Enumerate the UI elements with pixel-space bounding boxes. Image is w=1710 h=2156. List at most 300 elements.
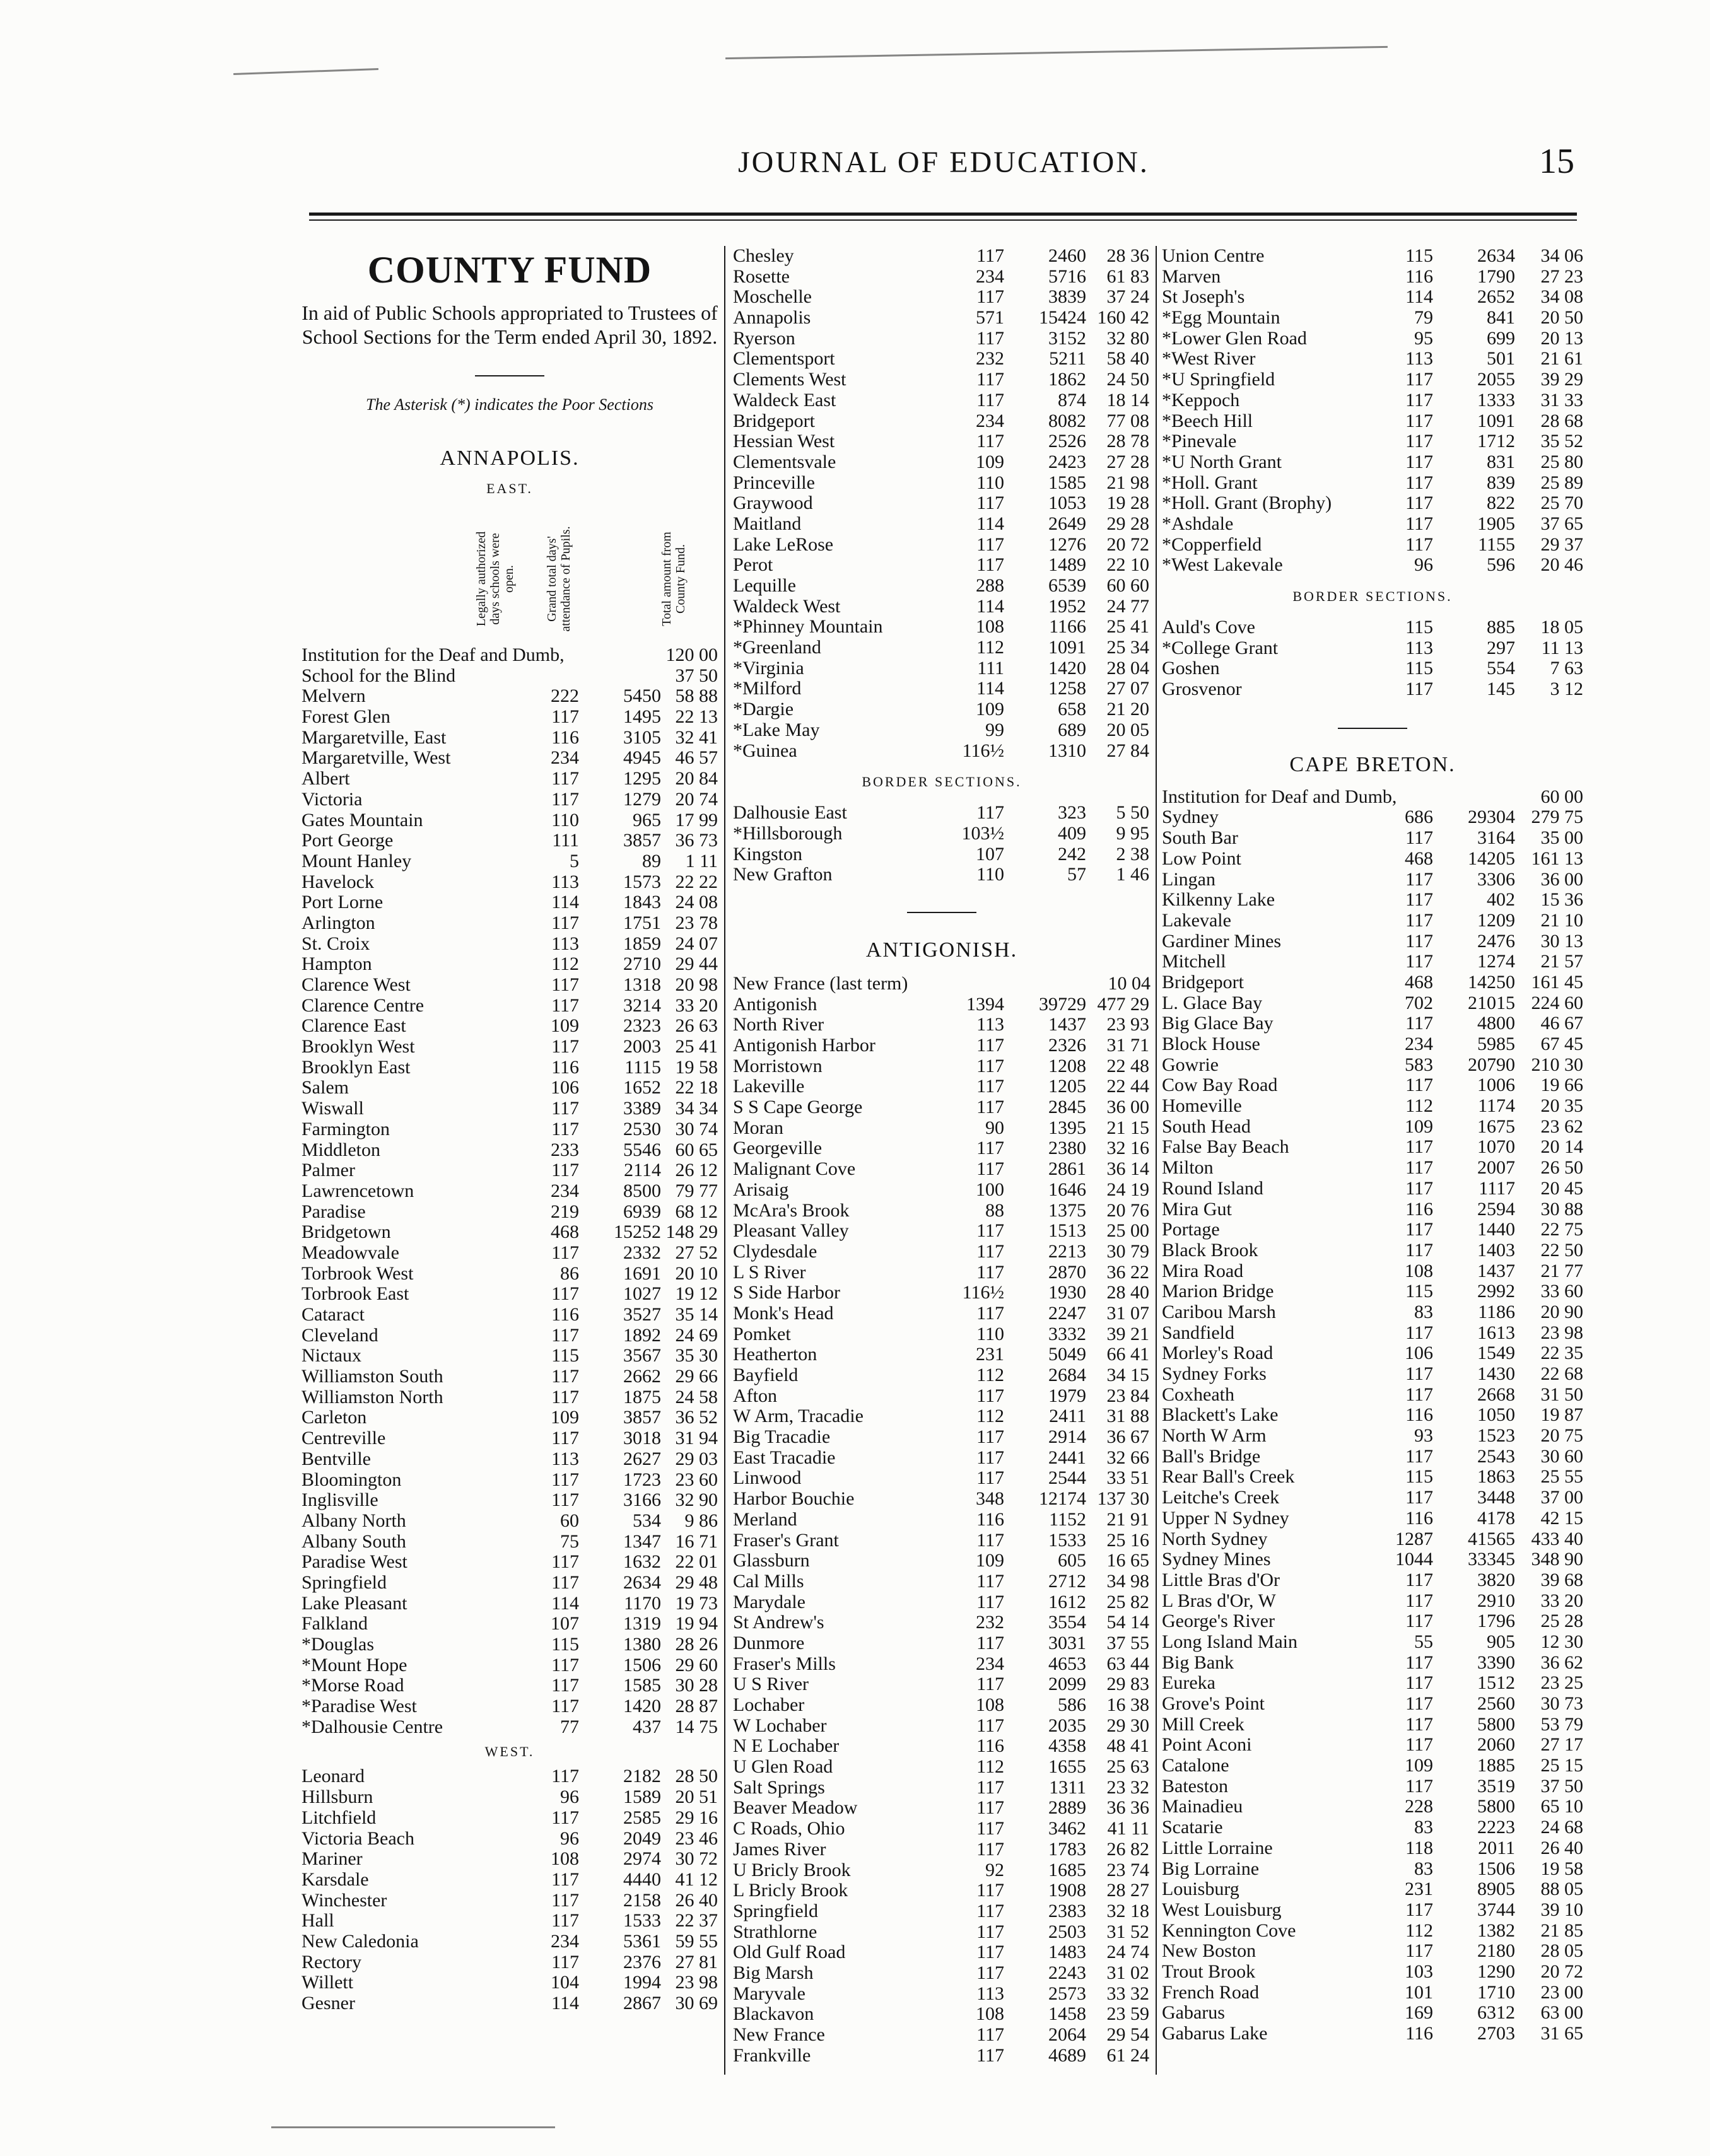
days-open: 234 bbox=[976, 410, 1004, 431]
antigonish-border-row bbox=[1162, 617, 1583, 638]
days-open: 114 bbox=[976, 513, 1004, 534]
days-open: 117 bbox=[551, 1242, 579, 1263]
attendance: 29304 bbox=[1468, 807, 1515, 828]
amount: 2 38 bbox=[1116, 843, 1149, 865]
antigonish-row bbox=[733, 1159, 1151, 1180]
days-open: 115 bbox=[1405, 658, 1433, 679]
days-open: 117 bbox=[551, 1098, 579, 1119]
attendance: 1723 bbox=[623, 1469, 661, 1490]
attendance: 33345 bbox=[1468, 1549, 1515, 1570]
antigonish-row bbox=[733, 1386, 1151, 1407]
days-open: 117 bbox=[976, 1818, 1004, 1839]
annapolis-row bbox=[733, 535, 1151, 556]
cape-breton-row bbox=[1162, 1013, 1583, 1034]
days-open: 117 bbox=[551, 1386, 579, 1407]
attendance: 3462 bbox=[1048, 1818, 1086, 1839]
section-name: U Glen Road bbox=[733, 1756, 833, 1778]
amount: 19 66 bbox=[1540, 1075, 1583, 1096]
attendance: 2703 bbox=[1477, 2023, 1515, 2044]
annapolis-east-row bbox=[302, 1305, 718, 1326]
attendance: 2710 bbox=[623, 953, 661, 975]
attendance: 2627 bbox=[623, 1448, 661, 1469]
section-name: Big Lorraine bbox=[1162, 1858, 1260, 1879]
section-name: Upper N Sydney bbox=[1162, 1507, 1289, 1529]
days-open: 95 bbox=[1414, 327, 1433, 349]
amount: 29 16 bbox=[675, 1807, 718, 1828]
attendance: 6539 bbox=[1048, 575, 1086, 596]
days-open: 5 bbox=[570, 850, 579, 871]
attendance: 2158 bbox=[623, 1889, 661, 1911]
section-name: False Bay Beach bbox=[1162, 1136, 1289, 1158]
annapolis-border-row bbox=[733, 865, 1151, 885]
section-name: Bridgeport bbox=[1162, 971, 1244, 993]
antigonish-row bbox=[733, 1757, 1151, 1778]
attendance: 554 bbox=[1487, 658, 1515, 679]
section-name: Long Island Main bbox=[1162, 1631, 1297, 1652]
days-open: 234 bbox=[1405, 1034, 1433, 1054]
attendance: 2543 bbox=[1477, 1445, 1515, 1467]
section-name: *Phinney Mountain bbox=[733, 616, 883, 638]
section-name: Louisburg bbox=[1162, 1879, 1239, 1900]
annapolis-east-row bbox=[302, 1407, 718, 1428]
county-fund-title: COUNTY FUND bbox=[367, 249, 652, 291]
attendance: 1375 bbox=[1048, 1199, 1086, 1221]
attendance: 2889 bbox=[1048, 1797, 1086, 1819]
cape-breton-row bbox=[1162, 1426, 1583, 1447]
amount: 32 90 bbox=[675, 1489, 718, 1511]
cape-breton-row bbox=[1162, 1900, 1583, 1921]
amount: 59 55 bbox=[675, 1930, 718, 1952]
days-open: 112 bbox=[551, 953, 579, 975]
section-name: Rear Ball's Creek bbox=[1162, 1466, 1295, 1488]
days-open: 234 bbox=[976, 265, 1004, 287]
days-open: 117 bbox=[551, 1696, 579, 1717]
attendance: 5049 bbox=[1048, 1344, 1086, 1365]
antigonish-row bbox=[733, 1612, 1151, 1633]
attendance: 841 bbox=[1487, 307, 1515, 329]
annapolis-east-row bbox=[302, 1594, 718, 1614]
attendance: 1295 bbox=[623, 768, 661, 790]
attendance: 1652 bbox=[623, 1077, 661, 1098]
annapolis-east-row bbox=[302, 954, 718, 975]
days-open: 348 bbox=[976, 1488, 1004, 1510]
amount: 24 07 bbox=[675, 933, 718, 954]
attendance: 905 bbox=[1487, 1631, 1515, 1652]
amount: 27 84 bbox=[1106, 740, 1149, 761]
cape-breton-row bbox=[1162, 931, 1583, 952]
section-name: Gabarus Lake bbox=[1162, 2023, 1268, 2044]
attendance: 4178 bbox=[1477, 1507, 1515, 1529]
days-open: 117 bbox=[976, 802, 1004, 824]
antigonish-row bbox=[733, 994, 1151, 1015]
attendance: 8905 bbox=[1477, 1879, 1515, 1900]
annapolis-east-row bbox=[302, 1346, 718, 1366]
attendance: 1859 bbox=[623, 933, 661, 954]
days-open: 117 bbox=[551, 1654, 579, 1675]
days-open: 231 bbox=[1405, 1879, 1433, 1900]
days-open: 101 bbox=[1405, 1981, 1433, 2003]
antigonish-border-row bbox=[1162, 658, 1583, 679]
attendance: 6939 bbox=[623, 1201, 661, 1222]
special-row: Institution for the Deaf and Dumb, 120 00 bbox=[302, 644, 718, 665]
section-name: *College Grant bbox=[1162, 637, 1279, 658]
amount: 16 38 bbox=[1106, 1694, 1149, 1715]
section-name: Marion Bridge bbox=[1162, 1281, 1274, 1302]
days-open: 109 bbox=[551, 1407, 579, 1428]
section-name: Arlington bbox=[302, 912, 375, 933]
attendance: 1646 bbox=[1048, 1179, 1086, 1200]
annapolis-east-row bbox=[302, 707, 718, 728]
amount: 23 60 bbox=[675, 1469, 718, 1490]
attendance: 5800 bbox=[1477, 1713, 1515, 1735]
section-divider bbox=[907, 912, 976, 913]
attendance: 965 bbox=[633, 809, 661, 830]
section-name: Black Brook bbox=[1162, 1239, 1258, 1261]
attendance: 2460 bbox=[1048, 245, 1086, 266]
amount: 224 60 bbox=[1531, 992, 1583, 1013]
annapolis-row bbox=[733, 267, 1151, 288]
attendance: 1382 bbox=[1477, 1920, 1515, 1941]
attendance: 4689 bbox=[1048, 2044, 1086, 2066]
section-name: L. Glace Bay bbox=[1162, 992, 1263, 1013]
attendance: 1612 bbox=[1048, 1591, 1086, 1612]
days-open: 115 bbox=[1405, 245, 1433, 266]
antigonish-row bbox=[733, 1056, 1151, 1077]
days-open: 117 bbox=[1405, 827, 1433, 849]
annapolis-row bbox=[733, 411, 1151, 432]
amount: 25 82 bbox=[1106, 1591, 1149, 1612]
annapolis-east-row bbox=[302, 1078, 718, 1098]
amount: 28 40 bbox=[1106, 1282, 1149, 1303]
attendance: 3744 bbox=[1477, 1899, 1515, 1920]
cape-breton-row bbox=[1162, 1694, 1583, 1715]
section-name: Cal Mills bbox=[733, 1570, 804, 1592]
cape-breton-row bbox=[1162, 952, 1583, 972]
section-name: Bateston bbox=[1162, 1775, 1228, 1797]
cape-breton-row bbox=[1162, 993, 1583, 1014]
attendance: 1380 bbox=[623, 1634, 661, 1655]
days-open: 117 bbox=[976, 1962, 1004, 1983]
amount: 28 27 bbox=[1106, 1880, 1149, 1901]
days-open: 116½ bbox=[962, 740, 1004, 761]
days-open: 116 bbox=[551, 1304, 579, 1325]
amount: 24 69 bbox=[675, 1324, 718, 1346]
days-open: 112 bbox=[976, 1406, 1004, 1427]
amount: 35 00 bbox=[1540, 827, 1583, 849]
cape-breton-row bbox=[1162, 1983, 1583, 2003]
annapolis-east-row bbox=[302, 1634, 718, 1655]
days-open: 117 bbox=[976, 1097, 1004, 1118]
antigonish-row bbox=[733, 1778, 1151, 1798]
amount: 65 10 bbox=[1540, 1796, 1583, 1817]
section-name: Mira Gut bbox=[1162, 1198, 1232, 1220]
days-open: 117 bbox=[976, 245, 1004, 266]
amount: 30 72 bbox=[675, 1848, 718, 1870]
days-open: 83 bbox=[1414, 1858, 1433, 1879]
antigonish-row bbox=[733, 1530, 1151, 1551]
antigonish-row bbox=[733, 1406, 1151, 1427]
antigonish-row bbox=[733, 1242, 1151, 1262]
annapolis-row bbox=[733, 679, 1151, 699]
amount: 22 01 bbox=[675, 1551, 718, 1573]
days-open: 234 bbox=[551, 1930, 579, 1952]
section-name: Margaretville, West bbox=[302, 747, 451, 769]
section-name: North River bbox=[733, 1014, 824, 1035]
days-open: 117 bbox=[551, 1951, 579, 1972]
section-name: Goshen bbox=[1162, 658, 1220, 679]
section-name: Annapolis bbox=[733, 307, 811, 329]
annapolis-west-row bbox=[302, 1891, 718, 1911]
attendance: 1573 bbox=[623, 871, 661, 892]
days-open: 117 bbox=[976, 492, 1004, 514]
attendance: 2049 bbox=[623, 1827, 661, 1849]
days-open: 231 bbox=[976, 1344, 1004, 1365]
section-name: *Hillsborough bbox=[733, 822, 843, 844]
amount: 30 28 bbox=[675, 1675, 718, 1696]
attendance: 3567 bbox=[623, 1345, 661, 1366]
days-open: 702 bbox=[1405, 992, 1433, 1013]
amount: 23 93 bbox=[1106, 1014, 1149, 1035]
amount: 19 94 bbox=[675, 1613, 718, 1634]
days-open: 117 bbox=[976, 1776, 1004, 1798]
amount: 32 80 bbox=[1106, 327, 1149, 349]
section-name: Sydney Forks bbox=[1162, 1363, 1267, 1384]
amount: 36 73 bbox=[675, 830, 718, 851]
attendance: 1892 bbox=[623, 1324, 661, 1346]
attendance: 2712 bbox=[1048, 1570, 1086, 1592]
attendance: 1751 bbox=[623, 912, 661, 933]
days-open: 117 bbox=[976, 1570, 1004, 1592]
annapolis-east-row bbox=[302, 1717, 718, 1738]
antigonish-row bbox=[1162, 390, 1583, 411]
attendance: 8500 bbox=[623, 1180, 661, 1201]
amount: 21 57 bbox=[1540, 951, 1583, 972]
annapolis-row bbox=[733, 617, 1151, 638]
days-open: 117 bbox=[1405, 369, 1433, 390]
column-divider-1 bbox=[724, 246, 725, 2075]
days-open: 117 bbox=[551, 768, 579, 790]
attendance: 2060 bbox=[1477, 1734, 1515, 1756]
amount: 1 11 bbox=[685, 850, 718, 871]
attendance: 2441 bbox=[1048, 1447, 1086, 1468]
amount: 20 10 bbox=[675, 1262, 718, 1284]
cape-breton-row bbox=[1162, 1611, 1583, 1632]
days-open: 117 bbox=[1405, 1384, 1433, 1405]
column-3 bbox=[1162, 246, 1583, 2044]
cape-breton-row bbox=[1162, 890, 1583, 911]
cape-breton-row bbox=[1162, 1570, 1583, 1591]
annapolis-border-row bbox=[733, 844, 1151, 865]
annapolis-east-row bbox=[302, 1016, 718, 1037]
attendance: 2585 bbox=[623, 1807, 661, 1828]
days-open: 108 bbox=[976, 616, 1004, 638]
days-open: 117 bbox=[976, 1302, 1004, 1324]
section-name: Ryerson bbox=[733, 327, 795, 349]
antigonish-row bbox=[1162, 452, 1583, 473]
amount: 66 41 bbox=[1106, 1344, 1149, 1365]
antigonish-row bbox=[733, 1427, 1151, 1448]
section-name: Torbrook West bbox=[302, 1262, 414, 1284]
section-name: Blackavon bbox=[733, 2003, 814, 2025]
section-divider bbox=[1338, 728, 1407, 729]
attendance: 1585 bbox=[623, 1675, 661, 1696]
days-open: 117 bbox=[976, 369, 1004, 390]
amount: 29 66 bbox=[675, 1366, 718, 1387]
amount: 28 36 bbox=[1106, 245, 1149, 266]
days-open: 83 bbox=[1414, 1817, 1433, 1838]
amount: 24 19 bbox=[1106, 1179, 1149, 1200]
section-name: South Bar bbox=[1162, 827, 1238, 849]
column-2 bbox=[733, 246, 1151, 2066]
section-name: French Road bbox=[1162, 1981, 1260, 2003]
cape-breton-row bbox=[1162, 1962, 1583, 1983]
amount: 20 75 bbox=[1540, 1425, 1583, 1447]
days-open: 117 bbox=[976, 1880, 1004, 1901]
amount: 16 71 bbox=[675, 1530, 718, 1552]
attendance: 2213 bbox=[1048, 1240, 1086, 1262]
annapolis-west-row bbox=[302, 1911, 718, 1932]
days-open: 117 bbox=[551, 1036, 579, 1058]
annapolis-border-table bbox=[733, 803, 1151, 885]
section-name: Big Marsh bbox=[733, 1962, 814, 1983]
annapolis-east-row bbox=[302, 1470, 718, 1491]
section-name: Lequille bbox=[733, 575, 796, 596]
amount: 160 42 bbox=[1097, 307, 1149, 329]
days-open: 115 bbox=[1405, 1466, 1433, 1488]
attendance: 1512 bbox=[1477, 1672, 1515, 1694]
annapolis-east-row bbox=[302, 1552, 718, 1573]
attendance: 1710 bbox=[1477, 1981, 1515, 2003]
running-header bbox=[0, 139, 1710, 189]
section-name: Moran bbox=[733, 1117, 783, 1138]
section-name: Cataract bbox=[302, 1304, 365, 1325]
attendance: 2867 bbox=[623, 1993, 661, 2013]
days-open: 116 bbox=[1405, 265, 1433, 287]
header-county-fund: Total amount from County Fund. bbox=[660, 532, 688, 626]
section-name: Port George bbox=[302, 830, 394, 851]
attendance: 2376 bbox=[623, 1951, 661, 1972]
attendance: 1585 bbox=[1048, 472, 1086, 493]
days-open: 117 bbox=[1405, 930, 1433, 952]
cape-breton-row bbox=[1162, 1715, 1583, 1735]
amount: 36 67 bbox=[1106, 1426, 1149, 1448]
annapolis-east-row bbox=[302, 996, 718, 1017]
cape-breton-row bbox=[1162, 1034, 1583, 1055]
annapolis-row bbox=[733, 658, 1151, 679]
attendance: 2530 bbox=[623, 1118, 661, 1139]
days-open: 117 bbox=[1405, 1322, 1433, 1343]
amount: 24 77 bbox=[1106, 595, 1149, 617]
annapolis-east-row bbox=[302, 748, 718, 769]
annapolis-row bbox=[733, 287, 1151, 308]
section-name: *Beech Hill bbox=[1162, 410, 1253, 431]
antigonish-row bbox=[733, 1138, 1151, 1159]
attendance: 1395 bbox=[1048, 1117, 1086, 1138]
cape-breton-row bbox=[1162, 1735, 1583, 1756]
section-name: Kilkenny Lake bbox=[1162, 889, 1275, 911]
annapolis-east-row bbox=[302, 913, 718, 934]
antigonish-row bbox=[1162, 329, 1583, 349]
amount: 25 34 bbox=[1106, 637, 1149, 658]
attendance: 2870 bbox=[1048, 1261, 1086, 1283]
amount: 20 14 bbox=[1540, 1136, 1583, 1158]
attendance: 1050 bbox=[1477, 1404, 1515, 1426]
section-name: Lake LeRose bbox=[733, 533, 834, 555]
amount: 33 20 bbox=[675, 994, 718, 1016]
section-name: Maitland bbox=[733, 513, 802, 534]
days-open: 117 bbox=[1405, 1177, 1433, 1199]
amount: 17 99 bbox=[675, 809, 718, 830]
section-name: Gardiner Mines bbox=[1162, 930, 1282, 952]
column-1 bbox=[302, 246, 718, 2014]
section-name: Lochaber bbox=[733, 1694, 805, 1715]
annapolis-east-row bbox=[302, 1573, 718, 1594]
annapolis-row bbox=[733, 390, 1151, 411]
amount: 32 41 bbox=[675, 726, 718, 748]
section-name: Big Glace Bay bbox=[1162, 1013, 1274, 1034]
days-open: 117 bbox=[1405, 1590, 1433, 1611]
days-open: 117 bbox=[1405, 513, 1433, 534]
section-name: Grove's Point bbox=[1162, 1693, 1265, 1714]
attendance: 1675 bbox=[1477, 1116, 1515, 1137]
annapolis-east-row bbox=[302, 1675, 718, 1696]
attendance: 2114 bbox=[624, 1160, 661, 1181]
attendance: 1115 bbox=[624, 1056, 661, 1078]
amount: 1 46 bbox=[1116, 864, 1149, 885]
antigonish-row bbox=[733, 1262, 1151, 1283]
section-name: Waldeck East bbox=[733, 389, 836, 411]
amount: 30 69 bbox=[675, 1993, 718, 2013]
attendance: 15252 bbox=[614, 1221, 661, 1243]
amount: 22 13 bbox=[675, 706, 718, 728]
attendance: 1506 bbox=[623, 1654, 661, 1675]
amount: 19 87 bbox=[1540, 1404, 1583, 1426]
days-open: 1044 bbox=[1395, 1549, 1433, 1570]
antigonish-row bbox=[733, 1963, 1151, 1984]
asterisk-note: The Asterisk (*) indicates the Poor Sections bbox=[366, 395, 653, 414]
amount: 21 20 bbox=[1106, 699, 1149, 720]
attendance: 1843 bbox=[623, 892, 661, 913]
section-name: Sydney bbox=[1162, 807, 1219, 828]
section-name: Heatherton bbox=[733, 1344, 817, 1365]
section-name: Lakevale bbox=[1162, 909, 1231, 931]
attendance: 1589 bbox=[623, 1786, 661, 1808]
days-open: 117 bbox=[976, 1076, 1004, 1097]
section-name: New France bbox=[733, 2024, 825, 2045]
amount: 20 72 bbox=[1540, 1961, 1583, 1982]
section-name: L Bras d'Or, W bbox=[1162, 1590, 1276, 1611]
attendance: 2544 bbox=[1048, 1467, 1086, 1489]
annapolis-east-row bbox=[302, 1614, 718, 1634]
amount: 23 98 bbox=[675, 1972, 718, 1993]
annapolis-row bbox=[733, 493, 1151, 514]
days-open: 96 bbox=[1414, 554, 1433, 576]
annapolis-heading: ANNAPOLIS. bbox=[440, 446, 580, 470]
section-name: Marydale bbox=[733, 1591, 805, 1612]
attendance: 534 bbox=[633, 1510, 661, 1531]
attendance: 5211 bbox=[1049, 348, 1086, 370]
amount: 31 88 bbox=[1106, 1406, 1149, 1427]
days-open: 109 bbox=[976, 699, 1004, 720]
amount: 348 90 bbox=[1531, 1549, 1583, 1570]
section-name: Bridgeport bbox=[733, 410, 815, 431]
days-open: 117 bbox=[1405, 1940, 1433, 1962]
amount: 7 63 bbox=[1550, 658, 1583, 679]
section-name: Brooklyn East bbox=[302, 1056, 411, 1078]
attendance: 596 bbox=[1487, 554, 1515, 576]
annapolis-west-row bbox=[302, 1952, 718, 1973]
header-rule-thick bbox=[309, 213, 1577, 216]
